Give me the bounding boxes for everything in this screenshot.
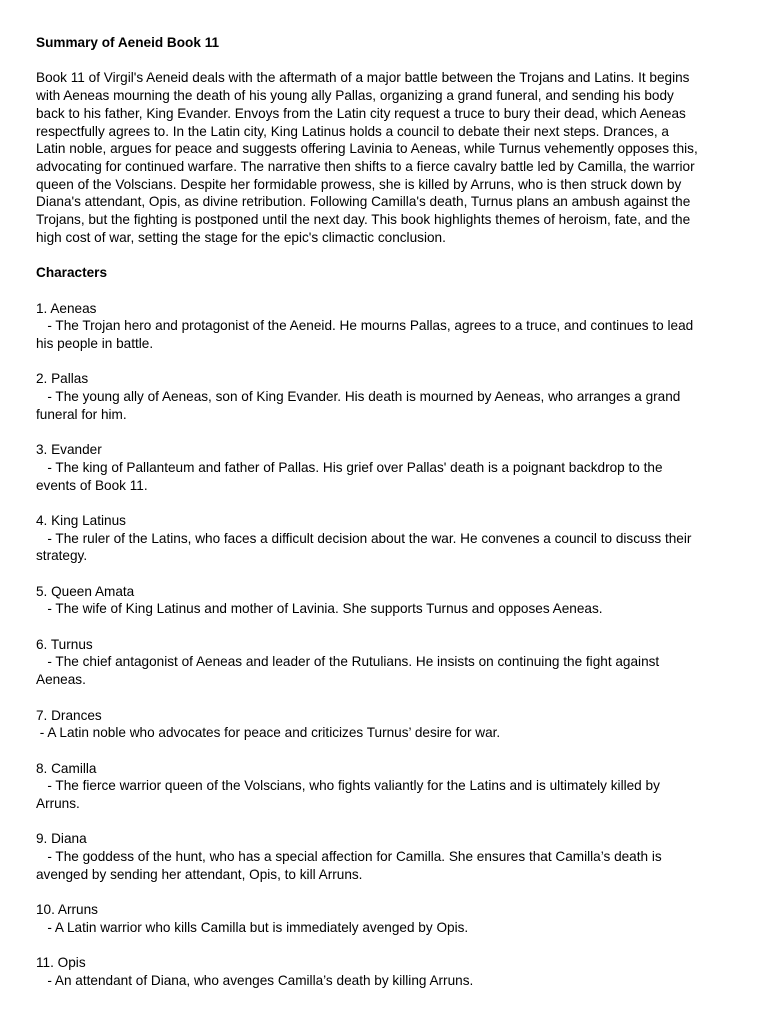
character-name: 9. Diana bbox=[36, 831, 87, 847]
character-item bbox=[36, 512, 732, 565]
character-description: - The Trojan hero and protagonist of the Aeneid. He mourns Pallas, agrees to a truce, and continues to lead his people in battle. bbox=[36, 318, 694, 351]
character-name: 5. Queen Amata bbox=[36, 583, 135, 599]
character-name: 7. Drances bbox=[36, 707, 102, 723]
character-item bbox=[36, 370, 732, 423]
character-description: - A Latin noble who advocates for peace and criticizes Turnus’ desire for war. bbox=[36, 725, 501, 741]
summary-paragraph: Book 11 of Virgil's Aeneid deals with the aftermath of a major battle between the Trojans and Latins. It begins with Aeneas mourning the death of his young ally Pallas, organizing a grand funeral, and sending his body back to his father, King Evander. Envoys from the Latin city request a truce to bury their dead, which Aeneas respectfully agrees to. In the Latin city, King Latinus holds a council to debate their next steps. Drances, a Latin noble, argues for peace and suggests offering Lavinia to Aeneas, while Turnus vehemently opposes this, advocating for continued warfare. The narrative then shifts to a fierce cavalry battle led by Camilla, the warrior queen of the Volscians. Despite her formidable prowess, she is killed by Arruns, who is then struck down by Diana's attendant, Opis, as divine retribution. Following Camilla's death, Turnus plans an ambush against the Trojans, but the fighting is postponed until the next day. This book highlights themes of heroism, fate, and the high cost of war, setting the stage for the epic's climactic conclusion. bbox=[36, 70, 698, 245]
character-name: 11. Opis bbox=[36, 955, 86, 971]
character-description: - The ruler of the Latins, who faces a difficult decision about the war. He convenes a council to discuss their strategy. bbox=[36, 530, 692, 564]
characters-heading: Characters bbox=[36, 265, 108, 281]
character-description: - The king of Pallanteum and father of Pallas. His grief over Pallas' death is a poignant backdrop to the events of Book 11. bbox=[36, 459, 663, 493]
character-description: - The goddess of the hunt, who has a special affection for Camilla. She ensures that Camilla’s death is avenged by sending her attendant, Opis, to kill Arruns. bbox=[36, 849, 662, 882]
character-description: - The chief antagonist of Aeneas and leader of the Rutulians. He insists on continuing the fight against Aeneas. bbox=[36, 654, 660, 688]
character-description: - The young ally of Aeneas, son of King Evander. His death is mourned by Aeneas, who arranges a grand funeral for him. bbox=[36, 389, 681, 422]
character-item bbox=[36, 830, 732, 883]
character-name: 8. Camilla bbox=[36, 760, 97, 776]
character-name: 10. Arruns bbox=[36, 902, 98, 918]
character-item bbox=[36, 760, 732, 813]
character-name: 3. Evander bbox=[36, 442, 102, 458]
character-item bbox=[36, 583, 732, 618]
character-name: 6. Turnus bbox=[36, 636, 93, 652]
character-item bbox=[36, 707, 732, 742]
character-item bbox=[36, 300, 732, 353]
character-description: - The fierce warrior queen of the Volscians, who fights valiantly for the Latins and is ultimately killed by Arruns. bbox=[36, 778, 660, 812]
character-item bbox=[36, 441, 732, 494]
character-item bbox=[36, 954, 732, 989]
document-title: Summary of Aeneid Book 11 bbox=[36, 35, 220, 50]
character-description: - An attendant of Diana, who avenges Camilla’s death by killing Arruns. bbox=[36, 973, 474, 989]
character-name: 4. King Latinus bbox=[36, 512, 126, 528]
character-description: - The wife of King Latinus and mother of Lavinia. She supports Turnus and opposes Aeneas. bbox=[36, 601, 603, 617]
character-item bbox=[36, 901, 732, 936]
character-list bbox=[36, 300, 732, 990]
character-name: 1. Aeneas bbox=[36, 300, 97, 316]
character-name: 2. Pallas bbox=[36, 371, 89, 387]
character-description: - A Latin warrior who kills Camilla but is immediately avenged by Opis. bbox=[36, 919, 469, 935]
character-item bbox=[36, 636, 732, 689]
